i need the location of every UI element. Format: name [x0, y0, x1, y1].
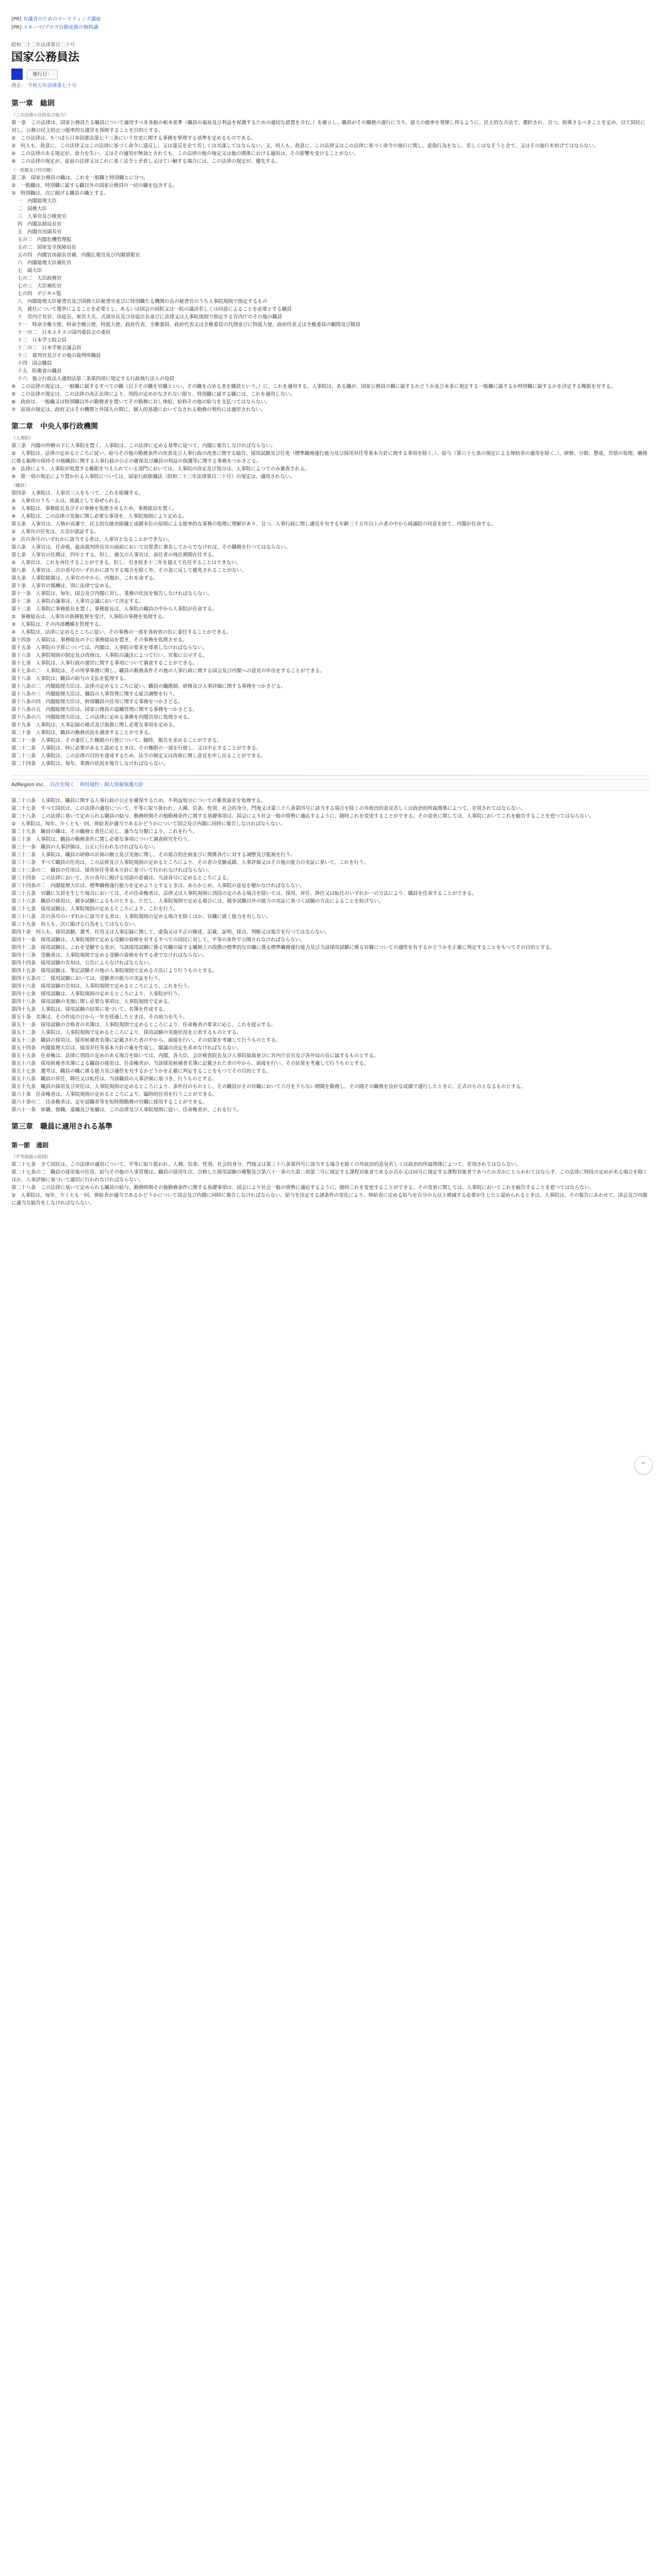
article-para: 第一条 この法律は、国家公務員たる職員について適用すべき各般の根本基準（職員の福祉及び利益を保護するための適切な措置を含む。）を確立し、職員がその職務の遂行に当り、最大の能率を発揮し得るように、民主的な方法で、選択され、且つ、指導さるべきことを定め、以て国民に対し、公務の民主的且つ能率的な運営を保障することを目的とする。 [11, 120, 646, 133]
article-para: 第五十九条 職員の採用及び昇任は、人事院規則の定めるところにより、条件付のものとし、その職員がその官職において六月を下らない期間を勤務し、その間その職務を良好な成績で遂行したときに、正式のものとなるものとする。 [11, 1084, 526, 1090]
article-para: 第十二条 人事院の議事は、人事官会議において決定する。 [11, 599, 144, 604]
chapter-2b-paras [11, 797, 650, 1114]
article-para: 第二十条 人事院は、職員の勤務状況を調査することができる。 [11, 730, 154, 736]
article-para: 第五条 人事官は、人格が高潔で、民主的な統治組織と成績本位の原則による能率的な事務の処理に理解があり、且つ、人事行政に関し識見を有する年齢三十五年以上の者の中から両議院の同意を経て、内閣が任命する。 [11, 521, 496, 527]
article-caption: （この法律の目的及び効力） [11, 113, 69, 118]
article-para: 第三十三条 すべて職員の任用は、この法律及び人事院規則の定めるところにより、その者の受験成績、人事評価又はその他の能力の実証に基いて、これを行う。 [11, 860, 369, 866]
article-para: 第十一条 人事院は、毎年、国会及び内閣に対し、業務の状況を報告しなければならない。 [11, 591, 212, 597]
nav-link-toc[interactable]: 目次を開く [49, 782, 75, 788]
article-para: 第五十七条 選考は、職員の職に係る能力及び適性を有するかどうかを正確に判定することをもつてその目的とする。 [11, 1069, 271, 1074]
section-1-title: 第一節 通則 [11, 1142, 49, 1149]
pr-link-text-1[interactable]: 有識者のためのマーケティング講座 [23, 16, 101, 22]
special-posts-list [11, 197, 650, 383]
article-para: 第四十一条 採用試験は、人事院規則で定める受験の資格を有するすべての国民に対して、平等の条件で公開されなければならない。 [11, 937, 305, 943]
article-para: 第二十七条 全て国民は、この法律の適用について、平等に取り扱われ、人種、信条、性別、社会的身分、門地又は第三十八条第四号に該当する場合を除くの外政治的意見若しくは政治的所属関係によつて、差別されてはならない。 [11, 1162, 521, 1167]
law-meta-row [11, 69, 650, 80]
chapter-2-paras [11, 442, 650, 481]
article-para: 第二十二条 人事院は、特に必要があると認めるときは、その権限の一部を行使し、又は中止することができる。 [11, 745, 261, 751]
nav-prefix: AdRegion Inc. [11, 782, 45, 788]
article-para: 第十八条の二 内閣総理大臣は、法律の定めるところに従い、職員の職階制、研修及び人事評価に関する事務をつかさどる。 [11, 684, 286, 689]
list-item: 一 内閣総理大臣 [18, 198, 57, 204]
law-number: 昭和二十二年法律第百二十号 [11, 42, 75, 48]
article-para: 第十三条 人事院に事務総長を置く。事務総長は、人事院の職員の中から人事院が任命する。 [11, 606, 217, 612]
article-para: 第四十四条 採用試験の告知は、公告によらなければならない。 [11, 960, 154, 966]
article-para: ④ 人事院は、この法律の実施に関し必要な事項を、人事院規則により定める。 [11, 514, 188, 519]
list-item: 二 国務大臣 [18, 206, 47, 212]
list-item: 六 内閣総理大臣補佐官 [18, 260, 72, 266]
article-para: 第三十七条 採用試験は、人事院規則の定めるところにより、これを行う。 [11, 906, 178, 912]
article-para: 第五十四条 内閣総理大臣は、採用昇任等基本方針の案を作成し、閣議の決定を求めなければならない。 [11, 1045, 242, 1051]
list-item: 八 内閣総理大臣秘書官及び国務大臣秘書官並びに特別職たる機関の長の秘書官のうち人事院規則で指定するもの [18, 299, 268, 304]
article-para: ④ この法律の規定は、一般職に属するすべての職（以下その職を官職といい、その職を占める者を職員という。）に、これを適用する。人事院は、ある職が、国家公務員の職に属するかどうか及び本条に規定する一般職に属するか特別職に属するかを決定する権限を有する。 [11, 384, 616, 389]
article-para: 第六十条の二 任命権者は、定年退職者等を短時間勤務の官職に採用することができる。 [11, 1099, 208, 1105]
article-para: 第五十六条 採用候補者名簿による職員の採用は、任命権者が、当該採用候補者名簿に記載された者の中から、面接を行い、その結果を考慮して行うものとする。 [11, 1061, 369, 1066]
article-para: ② 一般職は、特別職に属する職以外の国家公務員の一切の職を包含する。 [11, 183, 178, 189]
article-para: ④ この法律のある規定が、効力を失い、又はその適用が無効とされても、この法律の他の規定又は他の関係における適用は、その影響を受けることがない。 [11, 151, 359, 157]
article-para: 第二十八条 この法律に基いて定められる職員の給与、勤務時間その他勤務条件に関する基礎事項は、国会により社会一般の情勢に適応するように、随時これを変更することができる。その変更に関しては、人事院においてこれを勧告することを怠つてはならない。 [11, 1185, 594, 1191]
article-para: 第六十条 任命権者は、人事院規則の定めるところにより、臨時的任用を行うことができる。 [11, 1092, 218, 1097]
article-para: 第五十五条 任命権は、法律に別段の定めのある場合を除いては、内閣、各大臣、会計検査院長及び人事院総裁並びに宮内庁長官及び各外局の長に属するものとする。 [11, 1053, 379, 1059]
article-para: 第十九条 人事院は、人事記録の様式及び取扱に関し必要な事項を定める。 [11, 722, 178, 728]
article-para: 第四条 人事院は、人事官三人をもつて、これを組織する。 [11, 490, 144, 496]
list-item: 五の三 国家安全保障局長 [18, 245, 77, 250]
list-item: 十一の二 日本ユネスコ国内委員会の委員 [18, 330, 111, 335]
list-item: 十三 裁判官及びその他の裁判所職員 [18, 353, 101, 359]
article-para: 第十八条の三 内閣総理大臣は、職員の人事管理に関する総合調整を行う。 [11, 691, 178, 697]
pr-link-2[interactable]: [PR] スキーマ/ブログ自動更新の無料講 [11, 25, 98, 30]
list-item: 四 内閣法制局長官 [18, 222, 62, 227]
list-item: 七の三 大臣補佐官 [18, 283, 62, 289]
article-para: 第四十三条 受験者は、人事院規則で定める受験の資格を有する者でなければならない。 [11, 953, 208, 958]
article-para: 第二十六条 人事院は、職員に関する人事行政の公正を確保するため、不利益処分についての審査請求を処理する。 [11, 798, 266, 804]
chapter-1-paras-3 [11, 383, 650, 414]
article-para: 第二十七条の二 職員の採用後の任用、給与その他の人事管理は、職員の採用年次、合格した採用試験の種類及び第六十一条の九第二項第二号に規定する課程対象者であるか否か又は同号に規定する課程対象者であつたか否かにとらわれてはならず、この法律に特段の定めがある場合を除くほか、人事評価に基づいて適切に行われなければならない。 [11, 1170, 648, 1183]
list-item: 九 就任について選挙によることを必要とし、あるいは国会の両院又は一院の議決若しくは同意によることを必要とする職員 [18, 307, 292, 312]
article-para: 第十六条 人事院規則の制定及び改廃は、人事院の議決によつて行い、官報に公示する。 [11, 653, 208, 658]
list-item: 十二の二 日本学術会議会員 [18, 345, 81, 351]
article-para: 第二十四条 人事院は、毎年、業務の状況を報告しなければならない。 [11, 761, 169, 767]
article-para: 第二十九条 職員の職は、その職務と責任に応じ、適当な分類により、これを行う。 [11, 829, 198, 835]
chapter-3-paras [11, 1161, 650, 1207]
chapter-1-title: 第一章 総則 [11, 99, 55, 108]
article-para: ② 人事院は、毎年、少くとも一回、俸給表が適当であるかどうかについて国会及び内閣に同時に報告しなければならない。 [11, 821, 285, 827]
article-para: 第十八条 人事院は、職員の給与の支払を監理する。 [11, 676, 129, 682]
list-item: 十 宮内庁長官、侍従長、東宮大夫、式部官長及び侍従次長並びに法律又は人事院規則で指定する宮内庁のその他の職員 [18, 314, 283, 320]
article-para: 第十七条の二 人事院は、その所掌事務に関し、職員の勤務条件その他の人事行政に関する国会及び内閣への意見の申出をすることができる。 [11, 668, 325, 674]
article-para: 第十八条の六 内閣総理大臣は、この法律に定める事務を内閣官房に処理させる。 [11, 715, 193, 720]
article-para: ④ 人事院は、法律に定めるところに従い、その事務の一部を各府省の長に委任することができる。 [11, 630, 231, 635]
article-para: 第四十五条 採用試験は、筆記試験その他の人事院規則で定める方法により行うものとする。 [11, 968, 218, 974]
chapter-1-paras-2 [11, 174, 650, 197]
list-item: 五の四 内閣官房副長官補、内閣広報官及び内閣情報官 [18, 252, 140, 258]
list-item: 十五 防衛省の職員 [18, 368, 62, 374]
article-para: 第五十三条 職員の採用は、採用候補者名簿に記載された者の中から、面接を行い、その結果を考慮して行うものとする。 [11, 1038, 281, 1043]
law-body [11, 98, 650, 1207]
article-para: 第八条 人事官は、次の各号のいずれかに該当する場合を除く外、その意に反して罷免されることがない。 [11, 568, 247, 573]
article-para: 第二十三条 人事院は、この法律の目的を達成するため、法令の制定又は改廃に関し意見を申し出ることができる。 [11, 753, 266, 759]
article-caption: （一般職及び特別職） [11, 168, 56, 173]
article-para: ⑥ 政府は、一般職又は特別職以外の勤務者を置いてその勤務に対し俸給、給料その他の給与を支払つてはならない。 [11, 399, 271, 405]
article-para: 第二十一条 人事院は、その委任した権限の行使について、随時、報告を求めることができる。 [11, 738, 222, 743]
article-para: 第十八条の四 内閣総理大臣は、幹部職員の任用に関する事務をつかさどる。 [11, 699, 183, 705]
law-mark-icon [11, 69, 23, 80]
article-para: ② 人事官は、これを再任することができる。但し、引き続き十二年を超えて在任することはできない。 [11, 560, 241, 566]
chapter-3-title: 第三章 職員に適用される基準 [11, 1123, 112, 1131]
article-para: ③ 何人も、故意に、この法律又はこの法律に基づく命令に違反し、又は違反を企て若しくは共謀してはならない。又、何人も、故意に、この法律又はこの法律に基づく命令の施行に関し、虚偽行為をなし、若しくはなそうと企て、又はその施行を妨げてはならない。 [11, 143, 599, 149]
chapter-1-paras [11, 119, 650, 165]
article-para: 第五十一条 採用試験の合格者の名簿は、人事院規則で定めるところにより、任命権者の要求に応じ、これを提示する。 [11, 1022, 276, 1028]
article-para: 第三十三条の二 職員の任用は、採用昇任等基本方針に基づいて行われなければならない。 [11, 868, 212, 873]
chapter-2-paras-2 [11, 489, 650, 768]
mid-page-nav [11, 779, 650, 791]
list-item: 七の四 デジタル監 [18, 291, 61, 297]
article-para: 第十七条 人事院は、人事行政の運営に関する事項について調査することができる。 [11, 660, 197, 666]
article-para: ⑤ この法律の規定は、この法律の改正法律により、別段の定めがなされない限り、特別職に属する職には、これを適用しない。 [11, 392, 295, 397]
article-para: 第七条 人事官の任期は、四年とする。但し、補欠の人事官は、前任者の残任期間在任する。 [11, 552, 218, 558]
chevron-up-icon: ⌃ [640, 1461, 647, 1469]
list-item: 三 人事官及び検査官 [18, 214, 67, 219]
article-para: ⑦ 前項の規定は、政府又はその機関と外国人の間に、個人的基礎においてなされる勤務の契約には適用されない。 [11, 407, 266, 413]
article-para: 第五十二条 人事院は、人事院規則で定めるところにより、採用試験の実施状況を公表するものとする。 [11, 1030, 242, 1036]
article-para: 第四十五条の二 採用試験においては、受験者の能力の実証を行う。 [11, 976, 163, 981]
article-para: 第九条 人事院総裁は、人事官の中から、内閣が、これを命ずる。 [11, 575, 159, 581]
amendment-link[interactable]: 令和五年法律第七十号 [27, 83, 77, 89]
article-para: 第五十八条 職員の昇任、降任又は転任は、当該職員の人事評価に基づき、行うものとする。 [11, 1076, 217, 1082]
article-para: 第三十九条 何人も、次に掲げる行為をしてはならない。 [11, 922, 139, 927]
article-para: ③ 特別職は、次に掲げる職員の職とする。 [11, 191, 109, 196]
article-para: 第三十一条 職員の人事評価は、公正に行われなければならない。 [11, 844, 159, 850]
article-para: 第三十二条 人事院は、職員の研修の計画の樹立及び実施に関し、その総合的企画並びに関係各庁に対する調整及び監視を行う。 [11, 852, 296, 858]
article-para: ⑤ この法律の規定が、従前の法律又はこれに基く法令と矛盾し又はてい触する場合には、この法律の規定が、優先する。 [11, 159, 280, 164]
article-para: 第四十条 何人も、採用試験、選考、任用又は人事記録に関して、虚偽又は不正の陳述、記載、証明、採点、判断又は報告を行つてはならない。 [11, 929, 330, 935]
article-para: 第五十条 名簿は、その作成の日から一年を経過したときは、その効力を失う。 [11, 1014, 188, 1020]
article-para: 第三十条 人事院は、職員の勤務条件に関し必要な事項について調査研究を行う。 [11, 837, 193, 842]
article-para: 第三十八条 次の各号のいずれかに該当する者は、人事院規則の定める場合を除くほか、官職に就く能力を有しない。 [11, 914, 271, 920]
article-para: ② 人事院は、法律の定めるところに従い、給与その他の勤務条件の改善及び人事行政の改善に関する勧告、採用試験及び任免（標準職務遂行能力及び採用昇任等基本方針に関する事項を除く。）、給与（第六十七条の規定による俸給表の適用を除く。）、研修、分限、懲戒、苦情の処理、職務に係る倫理の保持その他職員に関する人事行政の公正の確保及び職員の利益の保護等に関する事務をつかさどる。 [11, 451, 648, 464]
list-item: 十二 日本学士院会員 [18, 337, 67, 343]
pr-link-1[interactable]: [PR] 有識者のためのマーケティング講座 [11, 16, 101, 22]
article-para: 第十四条 人事院は、事務総長の下に事務総局を置き、その事務を処理させる。 [11, 637, 188, 643]
article-para: ② 人事官のうち一人は、総裁として命ぜられる。 [11, 498, 124, 504]
scroll-to-top-button[interactable] [634, 1456, 653, 1475]
article-para: 第六十一条 休職、復職、退職及び免職は、この法律及び人事院規則に従い、任命権者が、これを行う。 [11, 1107, 242, 1113]
article-para: 第三条 内閣の所轄の下に人事院を置く。人事院は、この法律に定める基準に従つて、内閣に報告しなければならない。 [11, 443, 276, 449]
view-date-box[interactable]: 施行日： [27, 70, 58, 79]
pr-link-text-2[interactable]: スキーマ/ブログ自動更新の無料講 [23, 25, 98, 30]
list-item: 十四 国会職員 [18, 361, 52, 366]
article-para: ④ 第一項の規定により置かれる人事院については、国家行政組織法（昭和二十三年法律第百二十号）の規定は、適用されない。 [11, 474, 295, 480]
list-item: 七の二 大臣政務官 [18, 276, 62, 281]
article-para: ② この法律は、もつぱら日本国憲法第七十三条にいう官吏に関する事務を掌理する基準を定めるものである。 [11, 135, 256, 141]
article-caption: （人事院） [11, 436, 34, 441]
article-para: ③ 人事院は、事務総長及びその事務を処理させるため、事務総局を置く。 [11, 506, 177, 512]
article-para: ② 人事院は、毎年、少くとも一回、俸給表が適当であるかどうかについて国会及び内閣に同時に報告しなければならない。給与を決定する諸条件の変化により、俸給表に定める給与を百分の五以上増減する必要が生じたと認められるときは、人事院は、その報告にあわせて、国会及び内閣に適当な勧告をしなければならない。 [11, 1193, 648, 1206]
list-item: 七 副大臣 [18, 268, 42, 274]
article-para: 第四十七条 採用試験は、人事院規則の定めるところにより、人事院が行う。 [11, 991, 183, 997]
article-para: 第二条 国家公務員の職は、これを一般職と特別職とに分つ。 [11, 175, 148, 181]
article-para: ③ 次の各号のいずれかに該当する者は、人事官となることができない。 [11, 537, 173, 543]
list-item: 五 内閣官房副長官 [18, 229, 62, 235]
article-para: 第十八条の五 内閣総理大臣は、国家公務員の退職管理に関する事務をつかさどる。 [11, 707, 198, 713]
article-para: 第三十六条 職員の採用は、競争試験によるものとする。ただし、人事院規則で定める場合には、競争試験以外の能力の実証に基づく試験の方法によることを妨げない。 [11, 899, 384, 904]
article-para: 第十条 人事官の報酬は、別に法律で定める。 [11, 583, 114, 589]
article-para: 第三十四条の二 内閣総理大臣は、標準職務遂行能力を定めようとするときは、あらかじめ、人事院の意見を聴かなければならない。 [11, 883, 305, 889]
chapter-2-title: 第二章 中央人事行政機関 [11, 422, 98, 431]
article-para: 第四十六条 採用試験の告知は、人事院規則で定めるところにより、これを行う。 [11, 984, 193, 989]
article-para: 第六条 人事官は、任命後、最高裁判所長官の面前において宣誓書に署名してからでなければ、その職務を行つてはならない。 [11, 545, 291, 550]
article-para: ② 事務総長は、人事官の指揮監督を受け、人事院の事務を処理する。 [11, 614, 168, 620]
article-para: 第三十四条 この法律において、次の各号に掲げる用語の意義は、当該各号に定めるところによる。 [11, 875, 232, 881]
article-para: ② 人事官の任免は、天皇が認証する。 [11, 529, 100, 535]
article-para: 第二十八条 この法律に基いて定められる職員の給与、勤務時間その他勤務条件に関する基礎事項は、国会により社会一般の情勢に適応するように、随時これを変更することができる。その変更に関しては、人事院においてこれを勧告することを怠つてはならない。 [11, 814, 594, 819]
article-para: 第四十九条 人事院は、採用試験の結果に基づいて、名簿を作成する。 [11, 1007, 168, 1012]
article-para: 第二十七条 すべて国民は、この法律の適用について、平等に取り扱われ、人種、信条、性別、社会的身分、門地又は第三十八条第四号に該当する場合を除くの外政治的意見若しくは政治的所属関係によつて、差別されてはならない。 [11, 806, 526, 811]
article-para: ③ 法律により、人事院が処置する権限を与えられている部門においては、人事院の決定及び処分は、人事院によつてのみ審査される。 [11, 466, 310, 472]
article-para: 第十五条 人事院の予算については、内閣は、人事院の要求を尊重しなければならない。 [11, 645, 207, 651]
article-para: 第三十五条 官職に欠員を生じた場合においては、その任命権者は、法律又は人事院規則に別段の定のある場合を除いては、採用、昇任、降任又は転任のいずれか一の方法により、職員を任命することができる。 [11, 891, 477, 896]
article-para: 第四十二条 採用試験は、これを受験する者が、当該採用試験に係る官職の属する職制上の段階の標準的な官職に係る標準職務遂行能力及び当該採用試験に係る官職についての適性を有するかどうかを正確に判定することをもつてその目的とする。 [11, 945, 555, 951]
amendment-line: 改正： 令和五年法律第七十号 [11, 83, 77, 89]
section-divider [11, 775, 650, 776]
article-para: 第四十八条 採用試験の実施に関し必要な事項は、人事院規則で定める。 [11, 999, 173, 1005]
list-item: 十一 特命全権大使、特命全権公使、特派大使、政府代表、全権委員、政府代表又は全権委員の代理並びに特派大使、政府代表又は全権委員の顧問及び随員 [18, 322, 361, 328]
nav-link-terms[interactable]: 利用規約・個人情報保護方針 [79, 782, 144, 788]
list-item: 十六 独立行政法人通則法第二条第四項に規定する行政執行法人の役員 [18, 376, 175, 382]
article-para: ③ 人事院は、その内部機構を管理する。 [11, 622, 104, 628]
pr-link-list [11, 15, 650, 32]
article-caption: （職員） [11, 483, 29, 488]
list-item: 五の二 内閣危機管理監 [18, 237, 72, 243]
article-caption: （平等取扱の原則） [11, 1155, 51, 1160]
page-title: 国家公務員法 [11, 51, 80, 64]
